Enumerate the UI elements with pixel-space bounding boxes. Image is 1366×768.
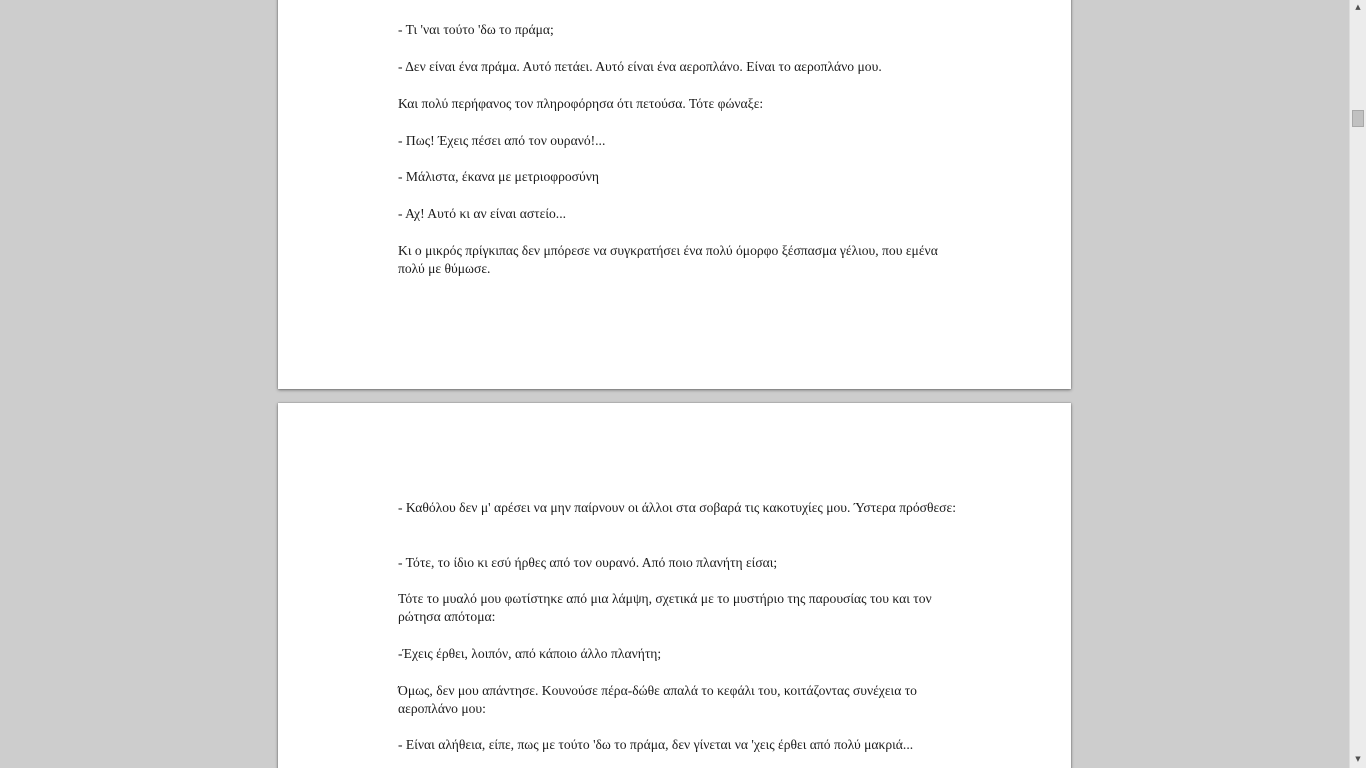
vertical-scrollbar[interactable] <box>1349 0 1366 768</box>
page1-paragraph-1: - Τι 'ναι τούτο 'δω το πράμα; <box>398 22 554 37</box>
page1-paragraph-6: - Αχ! Αυτό κι αν είναι αστείο... <box>398 206 567 221</box>
page2-paragraph-4: -Έχεις έρθει, λοιπόν, από κάποιο άλλο πλανήτη; <box>398 646 662 661</box>
page1-paragraph-7: Κι ο μικρός πρίγκιπας δεν μπόρεσε να συγκρατήσει ένα πολύ όμορφο ξέσπασμα γέλιου, που εμένα πολύ με θύμωσε. <box>398 243 938 276</box>
page2-paragraph-5: Όμως, δεν μου απάντησε. Κουνούσε πέρα-δώθε απαλά το κεφάλι του, κοιτάζοντας συνέχεια το αεροπλάνο μου: <box>398 683 917 716</box>
scroll-up-icon[interactable]: ▲ <box>1355 3 1361 11</box>
page1-paragraph-4: - Πως! Έχεις πέσει από τον ουρανό!... <box>398 133 606 148</box>
page2-paragraph-6: - Είναι αλήθεια, είπε, πως με τούτο 'δω το πράμα, δεν γίνεται να 'χεις έρθει από πολύ μακριά... <box>398 737 914 752</box>
page1-paragraph-5: - Μάλιστα, έκανα με μετριοφροσύνη <box>398 169 599 184</box>
page2-paragraph-3: Τότε το μυαλό μου φωτίστηκε από μια λάμψη, σχετικά με το μυστήριο της παρουσίας του και τον ρώτησα απότομα: <box>398 591 932 624</box>
document-page-2 <box>278 403 1071 768</box>
scroll-down-icon[interactable]: ▼ <box>1355 755 1361 763</box>
scrollbar-thumb[interactable] <box>1352 110 1364 127</box>
page1-paragraph-3: Και πολύ περήφανος τον πληροφόρησα ότι πετούσα. Τότε φώναξε: <box>398 96 764 111</box>
page1-paragraph-2: - Δεν είναι ένα πράμα. Αυτό πετάει. Αυτό είναι ένα αεροπλάνο. Είναι το αεροπλάνο μου. <box>398 59 882 74</box>
page2-paragraph-1: - Καθόλου δεν μ' αρέσει να μην παίρνουν οι άλλοι στα σοβαρά τις κακοτυχίες μου. Ύστερα πρόσθεσε: <box>398 500 956 515</box>
page2-paragraph-2: - Τότε, το ίδιο κι εσύ ήρθες από τον ουρανό. Από ποιο πλανήτη είσαι; <box>398 555 778 570</box>
document-page-1 <box>278 0 1071 389</box>
